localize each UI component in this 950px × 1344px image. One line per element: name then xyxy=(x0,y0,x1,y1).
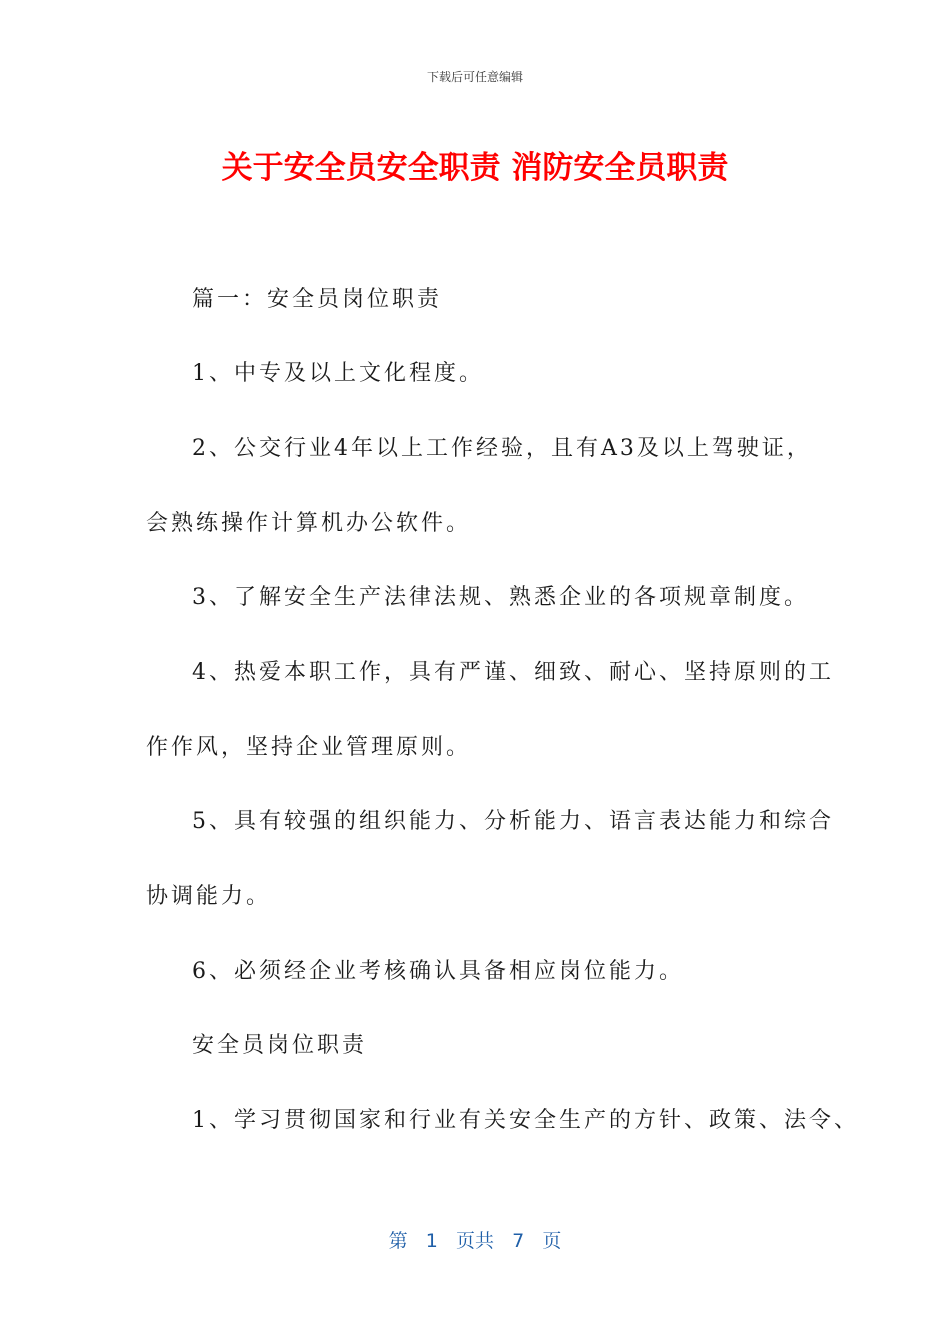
page-suffix: 页 xyxy=(542,1230,562,1252)
page-current: 1 xyxy=(425,1230,438,1252)
paragraph-line: 篇一：安全员岗位职责 xyxy=(192,287,443,312)
paragraph-line: 会熟练操作计算机办公软件。 xyxy=(146,511,472,536)
paragraph-line: 协调能力。 xyxy=(146,884,272,909)
paragraph-line: 1、学习贯彻国家和行业有关安全生产的方针、政策、法令、 xyxy=(192,1108,859,1133)
document-title: 关于安全员安全职责 消防安全员职责 xyxy=(221,150,729,186)
paragraph-line: 4、热爱本职工作，具有严谨、细致、耐心、坚持原则的工 xyxy=(192,660,834,685)
paragraph-line: 1、中专及以上文化程度。 xyxy=(192,361,484,386)
paragraph-line: 6、必须经企业考核确认具备相应岗位能力。 xyxy=(192,959,684,984)
page-prefix: 第 xyxy=(388,1230,408,1252)
section-heading: 安全员岗位职责 xyxy=(192,1033,368,1058)
paragraph-line: 3、了解安全生产法律法规、熟悉企业的各项规章制度。 xyxy=(192,585,809,610)
page-middle: 页共 xyxy=(455,1230,494,1252)
paragraph-line: 5、具有较强的组织能力、分析能力、语言表达能力和综合 xyxy=(192,809,834,834)
page-footer xyxy=(0,1226,950,1253)
header-note: 下载后可任意编辑 xyxy=(426,70,523,84)
paragraph-line: 作作风，坚持企业管理原则。 xyxy=(146,735,472,760)
paragraph-line: 2、公交行业4年以上工作经验，且有A3及以上驾驶证， xyxy=(192,436,812,461)
page-total: 7 xyxy=(512,1230,525,1252)
